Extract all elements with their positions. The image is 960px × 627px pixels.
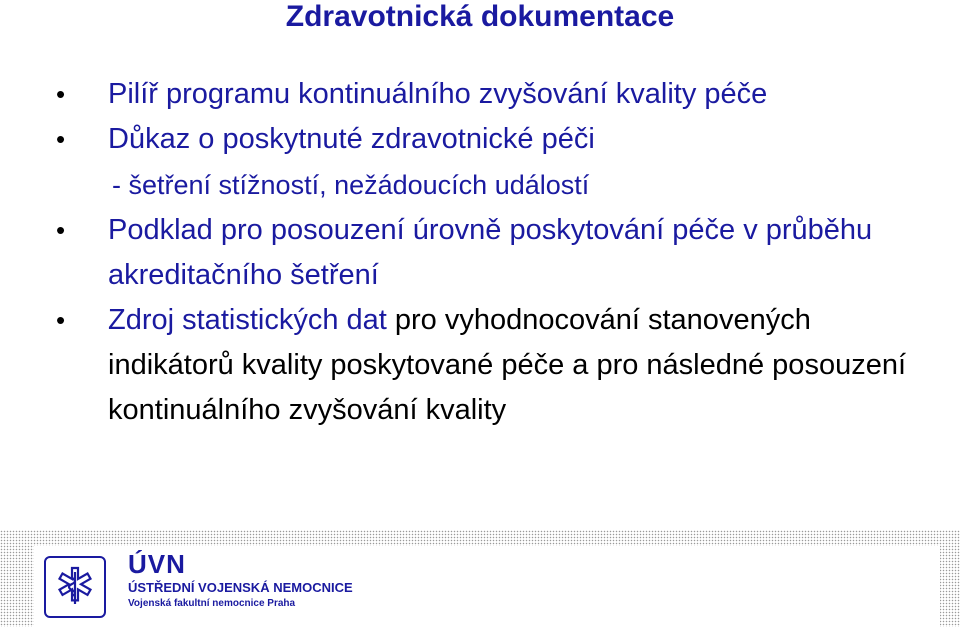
sub-item-text: - šetření stížností, nežádoucích událostí [112, 170, 590, 200]
org-subtitle: Vojenská fakultní nemocnice Praha [128, 598, 296, 609]
bullet-item-evidence [56, 117, 936, 162]
slide-title: Zdravotnická dokumentace [285, 0, 675, 33]
content-list [56, 72, 936, 433]
bullet-text: Podklad pro posouzení úrovně poskytování péče v průběhu akreditačního šetření [108, 214, 873, 291]
bullet-item-pillar [56, 72, 936, 117]
footer [0, 530, 960, 627]
bullet-text-rest: pro vyhodnocování stanovených indikátorů kvality poskytované péče a pro následné posouzení kontinuálního zvyšování kvality [108, 304, 907, 426]
medical-star-of-life-icon [44, 556, 106, 618]
sub-item-complaints [56, 162, 936, 208]
footer-logo-panel [34, 546, 940, 627]
bullet-text: Pilíř programu kontinuálního zvyšování kvality péče [108, 78, 768, 110]
bullet-text-highlight: Zdroj statistických dat [108, 304, 387, 336]
org-name: ÚSTŘEDNÍ VOJENSKÁ NEMOCNICE [128, 580, 353, 595]
bullet-item-statistics [56, 298, 936, 433]
bullet-item-accreditation [56, 208, 936, 298]
bullet-text: Důkaz o poskytnuté zdravotnické péči [108, 123, 595, 155]
org-abbreviation: ÚVN [128, 549, 186, 579]
